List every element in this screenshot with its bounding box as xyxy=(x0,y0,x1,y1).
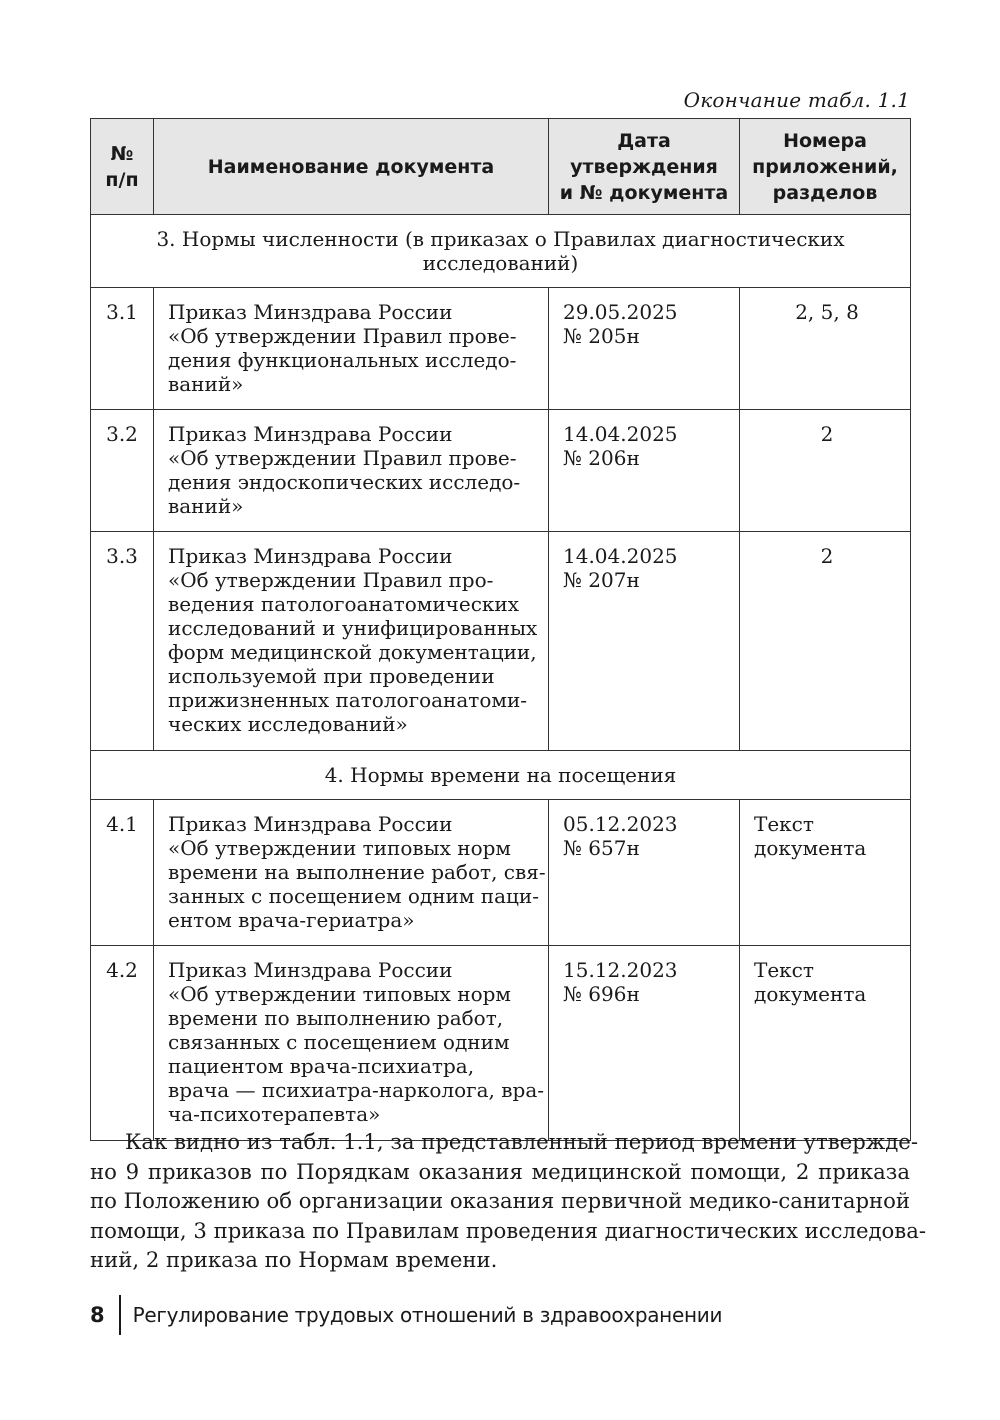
appendix-numbers: 2 xyxy=(740,410,911,532)
table-row xyxy=(91,800,911,946)
page-footer xyxy=(90,1295,722,1335)
table-caption: Окончание табл. 1.1 xyxy=(683,88,910,112)
row-number: 3.3 xyxy=(91,532,154,751)
running-title: Регулирование трудовых отношений в здравоохранении xyxy=(132,1303,723,1327)
document-date: 15.12.2023 № 696н xyxy=(549,946,740,1141)
table-row xyxy=(91,288,911,410)
header-num: № п/п xyxy=(91,119,154,215)
document-name: Приказ Минздрава России «Об утверждении Правил прове- дения эндоскопических исследо- ваний» xyxy=(154,410,549,532)
document-name: Приказ Минздрава России «Об утверждении типовых норм времени на выполнение работ, свя- занных с посещением одним паци- ентом врача-гериатра» xyxy=(154,800,549,946)
table-row xyxy=(91,410,911,532)
appendix-numbers: 2 xyxy=(740,532,911,751)
document-name: Приказ Минздрава России «Об утверждении Правил прове- дения функциональных исследо- ваний» xyxy=(154,288,549,410)
document-date: 14.04.2025 № 206н xyxy=(549,410,740,532)
row-number: 3.1 xyxy=(91,288,154,410)
body-paragraph: Как видно из табл. 1.1, за представленный период времени утвержде- но 9 приказов по Порядкам оказания медицинской помощи, 2 приказа по Положению об организации оказания первичной медико-санитарной помощи, 3 приказа по Правилам проведения диагностических исследова- ний, 2 приказа по Нормам времени. xyxy=(90,1129,927,1272)
page-number: 8 xyxy=(90,1303,105,1327)
document-date: 29.05.2025 № 205н xyxy=(549,288,740,410)
header-name: Наименование документа xyxy=(154,119,549,215)
table-row xyxy=(91,532,911,751)
table-row xyxy=(91,946,911,1141)
documents-table xyxy=(90,118,911,1141)
row-number: 4.2 xyxy=(91,946,154,1141)
document-date: 05.12.2023 № 657н xyxy=(549,800,740,946)
section-title: 3. Нормы численности (в приказах о Правилах диагностических исследований) xyxy=(91,215,911,288)
appendix-numbers: Текст документа xyxy=(740,800,911,946)
section-row-3 xyxy=(91,215,911,288)
section-row-4 xyxy=(91,751,911,800)
document-name: Приказ Минздрава России «Об утверждении типовых норм времени по выполнению работ, связанных с посещением одним пациентом врача-психиатра, врача — психиатра-нарколога, вра- ча-психотерапевта» xyxy=(154,946,549,1141)
document-name: Приказ Минздрава России «Об утверждении Правил про- ведения патологоанатомических исследований и унифицированных форм медицинской документации, используемой при проведении прижизненных патологоанатоми- ческих исследований» xyxy=(154,532,549,751)
row-number: 4.1 xyxy=(91,800,154,946)
header-appendix: Номера приложений, разделов xyxy=(740,119,911,215)
table-header-row xyxy=(91,119,911,215)
document-date: 14.04.2025 № 207н xyxy=(549,532,740,751)
section-title: 4. Нормы времени на посещения xyxy=(91,751,911,800)
header-date: Дата утверждения и № документа xyxy=(549,119,740,215)
appendix-numbers: Текст документа xyxy=(740,946,911,1141)
footer-separator xyxy=(119,1295,121,1335)
row-number: 3.2 xyxy=(91,410,154,532)
appendix-numbers: 2, 5, 8 xyxy=(740,288,911,410)
